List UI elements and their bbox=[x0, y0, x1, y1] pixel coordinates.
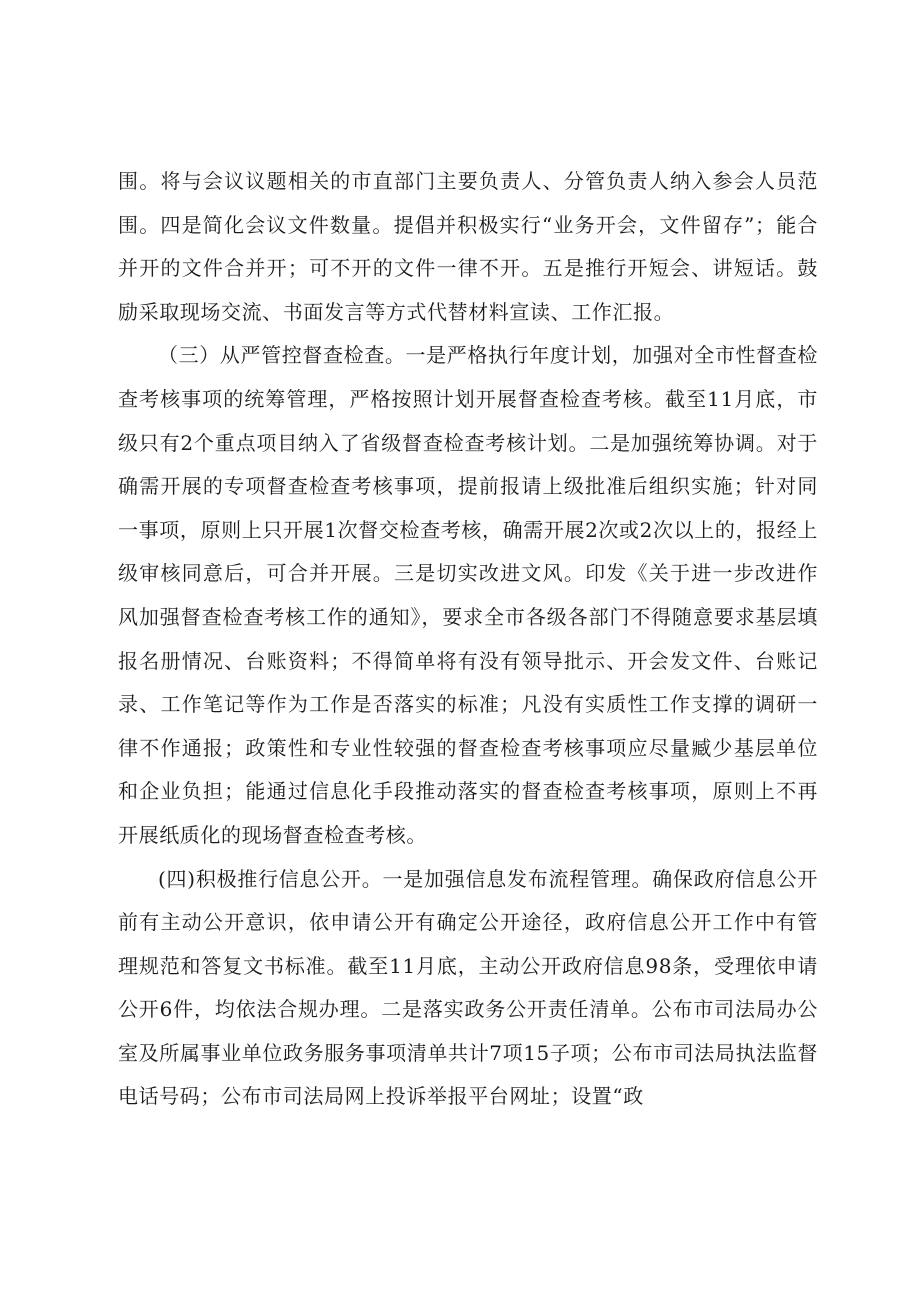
paragraph-meeting-reform: 围。将与会议议题相关的市直部门主要负责人、分管负责人纳入参会人员范围。四是简化会议文件数量。提倡并积极实行“业务开会，文件留存”；能合并开的文件合并开；可不开的文件一律不开。五是推行开短会、讲短话。鼓励采取现场交流、书面发言等方式代替材料宣读、工作汇报。 bbox=[118, 169, 818, 324]
paragraph-inspection-control: （三）从严管控督查检查。一是严格执行年度计划，加强对全市性督查检查考核事项的统筹管理，严格按照计划开展督查检查考核。截至11月底，市级只有2个重点项目纳入了省级督查检查考核计划。二是加强统筹协调。对于确需开展的专项督查检查考核事项，提前报请上级批准后组织实施；针对同一事项，原则上只开展1次督交检查考核，确需开展2次或2次以上的，报经上级审核同意后，可合并开展。三是切实改进文风。印发《关于进一步改进作风加强督查检查考核工作的通知》，要求全市各级各部门不得随意要求基层填报名册情况、台账资料；不得简单将有没有领导批示、开会发文件、台账记录、工作笔记等作为工作是否落实的标准；凡没有实质性工作支撑的调研一律不作通报；政策性和专业性较强的督查检查考核事项应尽量臧少基层单位和企业负担；能通过信息化手段推动落实的督查检查考核事项，原则上不再开展纸质化的现场督查检查考核。 bbox=[118, 343, 818, 847]
document-body bbox=[118, 160, 818, 1119]
paragraph-information-disclosure: (四)积极推行信息公开。一是加强信息发布流程管理。确保政府信息公开前有主动公开意识，依申请公开有确定公开途径，政府信息公开工作中有管理规范和答复文书标准。截至11月底，主动公开政府信息98条，受理依申请公开6件，均依法合规办理。二是落实政务公开责任清单。公布市司法局办公室及所属事业单位政务服务事项清单共计7项15子项；公布市司法局执法监督电话号码；公布市司法局网上投诉举报平台网址；设置“政 bbox=[118, 866, 818, 1109]
